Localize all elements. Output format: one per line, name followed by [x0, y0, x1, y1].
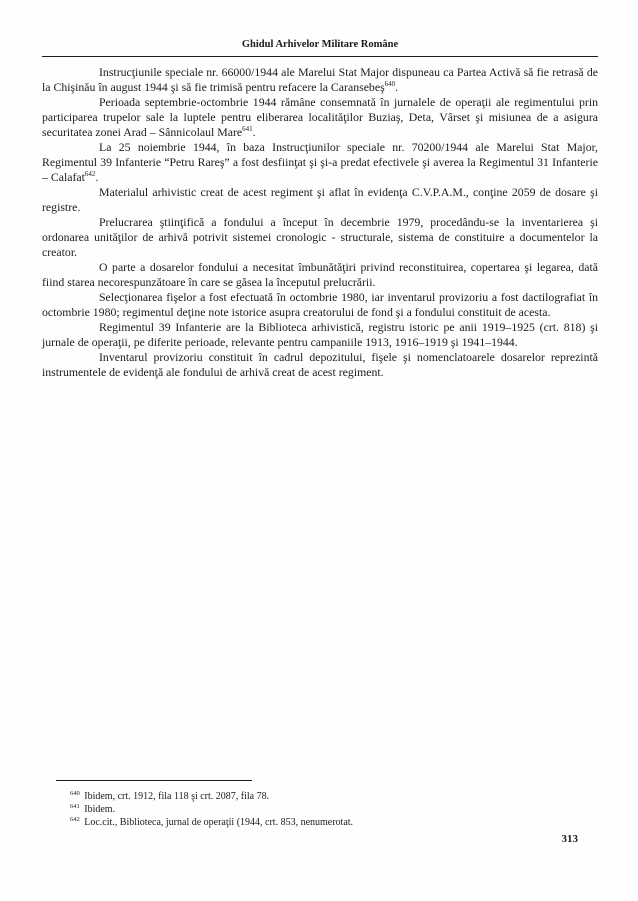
body-paragraphs: [42, 57, 598, 380]
page-header: [42, 38, 598, 57]
paragraph: Selecţionarea fişelor a fost efectuată în octombrie 1980, iar inventarul provizoriu a fost dactilografiat în octombrie 1980; regimentul deţine note istorice asupra creatorului de fond şi a fondului constituit de acesta.: [42, 290, 598, 319]
paragraph: Inventarul provizoriu constituit în cadrul depozitului, fişele şi nomenclatoarele dosarelor reprezintă instrumentele de evidenţă ale fondului de arhivă creat de acest regiment.: [42, 350, 598, 379]
footnote-reference: 640: [384, 80, 396, 89]
footnote: $^{640}$ Ibidem, crt. 1912, fila 118 şi crt. 2087, fila 78.: [70, 789, 270, 802]
footnote-marker: 641: [70, 802, 80, 810]
footnote-reference: 641: [242, 125, 253, 134]
paragraph: Perioada septembrie-octombrie 1944 rămâne consemnată în jurnalele de operaţii ale regimentului prin participarea trupelor sale la luptele pentru eliberarea localităţilor Buziaş, Deta, Vârset şi misiunea de a asigura securitatea zonei Arad – Sânnicolaul Mare$^{641}$.: [42, 95, 598, 139]
page-number: 313: [561, 833, 578, 845]
footnote-reference: 642: [84, 170, 96, 179]
paragraph: Regimentul 39 Infanterie are la Biblioteca arhivistică, registru istoric pe anii 1919–1925 (crt. 818) şi jurnale de operaţii, pe diferite perioade, relevante pentru campaniile 1913, 1916–1919 şi 1941–1944.: [42, 320, 598, 349]
page-title: Ghidul Arhivelor Militare Române: [241, 39, 399, 50]
footnotes-list: [42, 790, 598, 829]
paragraph: Prelucrarea ştiinţifică a fondului a început în decembrie 1979, procedându-se la inventarierea şi ordonarea unităţilor de arhivă potrivit sistemei cronologic - structurale, sistema de constituire a documentelor la creator.: [42, 215, 598, 259]
footnote: $^{642}$ Loc.cit., Biblioteca, jurnal de operaţii (1944, crt. 853, nenumerotat.: [70, 815, 354, 828]
footnote: $^{641}$ Ibidem.: [70, 802, 116, 815]
paragraph: Materialul arhivistic creat de acest regiment şi aflat în evidenţa C.V.P.A.M., conţine 2059 de dosare şi registre.: [42, 185, 598, 214]
paragraph: Instrucţiunile speciale nr. 66000/1944 ale Marelui Stat Major dispuneau ca Partea Activă să fie retrasă de la Chişinău în august 1944 şi să fie trimisă pentru refacere la Caransebeş$^{640}$.: [42, 65, 598, 94]
page-footer: [42, 780, 598, 901]
paragraph: O parte a dosarelor fondului a necesitat îmbunătăţiri privind reconstituirea, copertarea şi legarea, dată fiind starea necorespunzătoare în care se găsea la începutul prelucrării.: [42, 260, 598, 289]
footnote-separator: [56, 780, 252, 781]
footnote-marker: 642: [70, 815, 80, 823]
paragraph: La 25 noiembrie 1944, în baza Instrucţiunilor speciale nr. 70200/1944 ale Marelui Stat Major, Regimentul 39 Infanterie “Petru Rareş” a fost desfiinţat şi şi-a predat efectivele şi averea la Regimentul 31 Infanterie – Calafat$^{642}$.: [42, 140, 598, 184]
footnote-marker: 640: [70, 789, 80, 797]
